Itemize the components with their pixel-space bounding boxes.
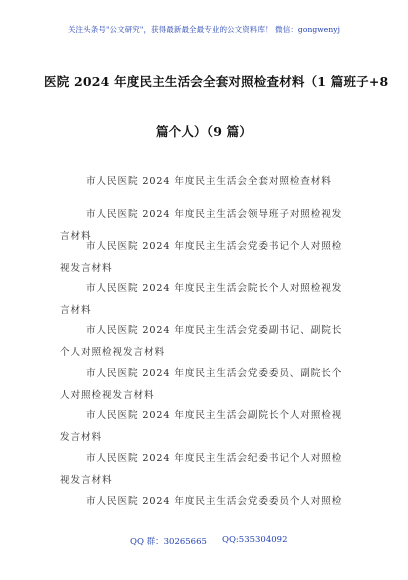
header-note: 关注头条号"公文研究"，获得最新最全最专业的公文资料库！ 微信：gongwenyj: [67, 25, 341, 34]
list-item: 言材料: [60, 305, 92, 316]
list-item: 市人民医院 2024 年度民主生活会党委委员、副院长个: [86, 368, 343, 379]
document-title-line-2: 篇个人）（9 篇）: [155, 124, 253, 139]
list-item: 市人民医院 2024 年度民主生活会全套对照检查材料: [86, 176, 332, 187]
list-item: 发言材料: [60, 432, 102, 443]
list-item: 人对照检视发言材料: [60, 390, 155, 401]
qq-group-number: QQ 群：30265665: [130, 537, 207, 547]
list-item: 市人民医院 2024 年度民主生活会党委委员个人对照检: [86, 496, 343, 507]
list-item: 市人民医院 2024 年度民主生活会党委副书记、副院长: [86, 325, 343, 336]
list-item: 视发言材料: [60, 475, 113, 486]
list-item: 市人民医院 2024 年度民主生活会纪委书记个人对照检: [86, 453, 343, 464]
list-item: 市人民医院 2024 年度民主生活会院长个人对照检视发: [86, 283, 343, 294]
list-item: 个人对照检视发言材料: [60, 347, 165, 358]
qq-number: QQ:535304092: [222, 535, 288, 545]
list-item: 视发言材料: [60, 263, 113, 274]
list-item: 言材料: [60, 231, 92, 242]
list-item: 市人民医院 2024 年度民主生活会领导班子对照检视发: [86, 209, 343, 220]
document-title-line-1: 医院 2024 年度民主生活会全套对照检查材料（1 篇班子+8: [44, 74, 389, 89]
list-item: 市人民医院 2024 年度民主生活会党委书记个人对照检: [86, 241, 343, 252]
list-item: 市人民医院 2024 年度民主生活会副院长个人对照检视: [86, 410, 343, 421]
